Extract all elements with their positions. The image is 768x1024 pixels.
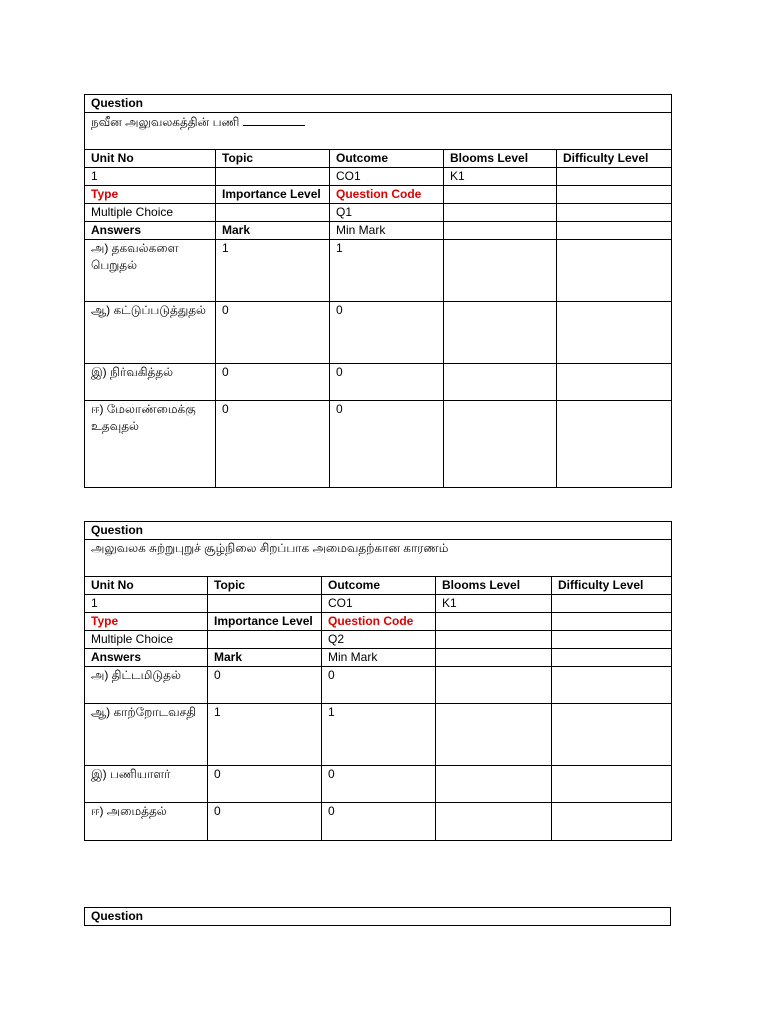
importance-level-header: Importance Level bbox=[208, 613, 322, 631]
unit-no-header: Unit No bbox=[85, 577, 208, 595]
question-table-3 bbox=[84, 907, 671, 926]
question-header: Question bbox=[85, 95, 672, 113]
empty-cell bbox=[552, 704, 672, 766]
answer-min-mark: 0 bbox=[322, 667, 436, 704]
empty-cell bbox=[557, 364, 672, 401]
outcome-header: Outcome bbox=[330, 150, 444, 168]
question-code-header: Question Code bbox=[322, 613, 436, 631]
empty-cell bbox=[552, 667, 672, 704]
importance-level-value bbox=[216, 204, 330, 222]
answer-option-a: அ) திட்டமிடுதல் bbox=[85, 667, 208, 704]
answer-mark: 1 bbox=[208, 704, 322, 766]
empty-cell bbox=[444, 240, 557, 302]
answer-min-mark: 1 bbox=[330, 240, 444, 302]
empty-cell bbox=[557, 204, 672, 222]
answers-header: Answers bbox=[85, 222, 216, 240]
importance-level-value bbox=[208, 631, 322, 649]
empty-cell bbox=[444, 222, 557, 240]
answer-option-c: இ) பணியாளர் bbox=[85, 766, 208, 803]
question-code-value: Q1 bbox=[330, 204, 444, 222]
mark-header: Mark bbox=[208, 649, 322, 667]
empty-cell bbox=[436, 667, 552, 704]
type-header: Type bbox=[85, 613, 208, 631]
empty-cell bbox=[436, 649, 552, 667]
answer-min-mark: 0 bbox=[330, 302, 444, 364]
blooms-level-value: K1 bbox=[436, 595, 552, 613]
answer-min-mark: 0 bbox=[330, 401, 444, 488]
type-value: Multiple Choice bbox=[85, 631, 208, 649]
empty-cell bbox=[444, 204, 557, 222]
answer-option-b: ஆ) காற்றோடவசதி bbox=[85, 704, 208, 766]
question-table-2 bbox=[84, 521, 672, 841]
answer-mark: 1 bbox=[216, 240, 330, 302]
answer-min-mark: 0 bbox=[322, 803, 436, 841]
answer-mark: 0 bbox=[208, 803, 322, 841]
question-code-value: Q2 bbox=[322, 631, 436, 649]
question-code-header: Question Code bbox=[330, 186, 444, 204]
min-mark-header: Min Mark bbox=[322, 649, 436, 667]
answer-min-mark: 1 bbox=[322, 704, 436, 766]
empty-cell bbox=[444, 364, 557, 401]
blooms-level-header: Blooms Level bbox=[444, 150, 557, 168]
empty-cell bbox=[557, 222, 672, 240]
empty-cell bbox=[552, 613, 672, 631]
outcome-header: Outcome bbox=[322, 577, 436, 595]
question-text: நவீன அலுவலகத்தின் பணி bbox=[91, 115, 240, 129]
empty-cell bbox=[557, 302, 672, 364]
question-header: Question bbox=[85, 908, 671, 926]
answer-min-mark: 0 bbox=[322, 766, 436, 803]
empty-cell bbox=[552, 803, 672, 841]
unit-no-value: 1 bbox=[85, 595, 208, 613]
outcome-value: CO1 bbox=[330, 168, 444, 186]
type-header: Type bbox=[85, 186, 216, 204]
question-text-cell bbox=[85, 113, 672, 150]
answer-min-mark: 0 bbox=[330, 364, 444, 401]
answers-header: Answers bbox=[85, 649, 208, 667]
answer-mark: 0 bbox=[216, 302, 330, 364]
min-mark-header: Min Mark bbox=[330, 222, 444, 240]
answer-option-b: ஆ) கட்டுப்படுத்துதல் bbox=[85, 302, 216, 364]
empty-cell bbox=[436, 704, 552, 766]
difficulty-level-value bbox=[557, 168, 672, 186]
outcome-value: CO1 bbox=[322, 595, 436, 613]
question-text: அலுவலக சுற்றுபுறுச் சூழ்நிலை சிறப்பாக அமைவதற்கான காரணம் bbox=[85, 540, 672, 577]
empty-cell bbox=[552, 649, 672, 667]
blooms-level-value: K1 bbox=[444, 168, 557, 186]
type-value: Multiple Choice bbox=[85, 204, 216, 222]
topic-header: Topic bbox=[208, 577, 322, 595]
empty-cell bbox=[552, 766, 672, 803]
empty-cell bbox=[436, 613, 552, 631]
difficulty-level-header: Difficulty Level bbox=[557, 150, 672, 168]
empty-cell bbox=[557, 401, 672, 488]
answer-option-d: ஈ) அமைத்தல் bbox=[85, 803, 208, 841]
empty-cell bbox=[557, 186, 672, 204]
empty-cell bbox=[436, 803, 552, 841]
importance-level-header: Importance Level bbox=[216, 186, 330, 204]
topic-value bbox=[208, 595, 322, 613]
empty-cell bbox=[444, 186, 557, 204]
answer-mark: 0 bbox=[208, 667, 322, 704]
answer-mark: 0 bbox=[208, 766, 322, 803]
empty-cell bbox=[436, 766, 552, 803]
unit-no-header: Unit No bbox=[85, 150, 216, 168]
question-table-1 bbox=[84, 94, 672, 488]
empty-cell bbox=[552, 631, 672, 649]
answer-option-a: அ) தகவல்களை பெறுதல் bbox=[85, 240, 216, 302]
question-header: Question bbox=[85, 522, 672, 540]
empty-cell bbox=[557, 240, 672, 302]
topic-value bbox=[216, 168, 330, 186]
difficulty-level-header: Difficulty Level bbox=[552, 577, 672, 595]
empty-cell bbox=[436, 631, 552, 649]
difficulty-level-value bbox=[552, 595, 672, 613]
answer-option-d: ஈ) மேலாண்மைக்கு உதவுதல் bbox=[85, 401, 216, 488]
answer-blank bbox=[243, 113, 305, 126]
empty-cell bbox=[444, 302, 557, 364]
answer-option-c: இ) நிர்வகித்தல் bbox=[85, 364, 216, 401]
answer-mark: 0 bbox=[216, 401, 330, 488]
answer-mark: 0 bbox=[216, 364, 330, 401]
blooms-level-header: Blooms Level bbox=[436, 577, 552, 595]
empty-cell bbox=[444, 401, 557, 488]
unit-no-value: 1 bbox=[85, 168, 216, 186]
mark-header: Mark bbox=[216, 222, 330, 240]
topic-header: Topic bbox=[216, 150, 330, 168]
